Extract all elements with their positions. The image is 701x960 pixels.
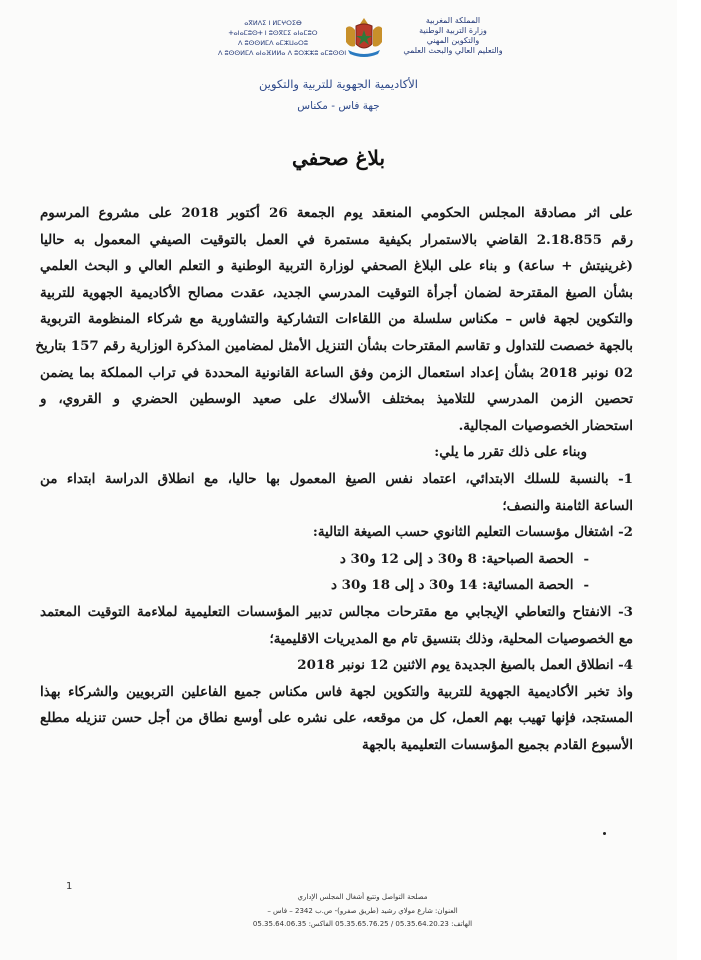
item-1-line-2: الساعة الثامنة والنصف؛ bbox=[502, 497, 633, 514]
item-3-line-2: مع الخصوصيات المحلية، وذلك بتنسيق تام مع المديريات الاقليمية؛ bbox=[269, 630, 633, 647]
item-1-line-1: 1- بالنسبة للسلك الابتدائي، اعتماد نفس الصيغ المعمول بها حاليا، مع انطلاق الدراسة ابتداء من bbox=[40, 470, 633, 487]
letterhead-right-line-2: وزارة التربية الوطنية bbox=[419, 26, 487, 35]
closing-line: الأسبوع القادم بجميع المؤسسات التعليمية بالجهة bbox=[362, 736, 633, 753]
document-body bbox=[35, 200, 634, 758]
item-4: 4- انطلاق العمل بالصيغ الجديدة يوم الاثنين 12 نونبر 2018 bbox=[297, 657, 633, 674]
item-2-sub-1: -الحصة الصباحية: 8 و30 د إلى 12 و30 د bbox=[339, 550, 589, 567]
moroccan-coat-of-arms-icon bbox=[338, 14, 390, 60]
closing-line: واذ تخبر الأكاديمية الجهوية للتربية والتكوين لجهة فاس مكناس جميع الفاعلين التربويين والشركاء بهذا bbox=[40, 683, 633, 700]
item-2-sub-2: -الحصة المسائية: 14 و30 د إلى 18 و30 د bbox=[331, 577, 589, 594]
letterhead-right-line-1: المملكة المغربية bbox=[425, 16, 481, 25]
letterhead-tifinagh-block bbox=[218, 18, 347, 58]
letterhead-right-line-4: والتعليم العالي والبحث العلمي bbox=[403, 46, 503, 55]
footer-service: مصلحة التواصل وتتبع أشغال المجلس الإداري bbox=[297, 893, 428, 901]
footer-contact: الهاتف: 05.35.64.20.23 / 05.35.65.76.25 الفاكس: 05.35.64.06.35 bbox=[252, 920, 473, 928]
academy-region: جهة فاس - مكناس bbox=[297, 100, 380, 112]
closing-line: المستجد، فإنها تهيب بهم العمل، كل من موقعه، على نشره على أوسع نطاق من أجل حسن تنزيله مطلع bbox=[40, 710, 633, 727]
document-title: بلاغ صحفي bbox=[291, 146, 386, 170]
body-line: (غرينيتش + ساعة) و بناء على البلاغ الصحفي لوزارة التربية الوطنية و التعلم العالي و البحث العلمي bbox=[40, 258, 633, 275]
letterhead-left-line-1: ⴰⴳⵍⴷⵉ ⵏ ⵍⵎⵖⵔⵉⴱ bbox=[244, 19, 302, 27]
body-line: بشأن الصيغ المقترحة لضمان أجرأة التوقيت المدرسي الجديد، عقدت مصالح الأكاديمية الجهوية للتربية bbox=[40, 284, 633, 301]
letterhead-left-line-4: ⴷ ⵓⵙⵙⵍⵎⴷ ⴰⵏⴰⴼⵍⵍⴰ ⴷ ⵓⵔⵣⵣⵓ ⴰⵎⵓⵙⵙⵏ bbox=[218, 49, 347, 57]
page-number: 1 bbox=[66, 881, 73, 892]
body-line: رقم 2.18.855 القاضي بالاستمرار بكيفية مستمرة في العمل بالتوقيت الصيفي المعمول به حاليا bbox=[40, 231, 633, 248]
body-line: والتكوين لجهة فاس – مكناس سلسلة من اللقاءات التشاركية والتشاورية مع شركاء المنظومة التربوية bbox=[40, 311, 633, 328]
item-3-line-1: 3- الانفتاح والتعاطي الإيجابي مع مقترحات مجالس تدبير المؤسسات التعليمية لملاءمة التوقيت المعتمد bbox=[40, 603, 633, 620]
academy-name: الأكاديمية الجهوية للتربية والتكوين bbox=[259, 77, 418, 91]
footer-address: العنوان: شارع مولاي رشيد (طريق صفرو)- ص.ب 2342 – فاس – bbox=[267, 907, 458, 915]
letterhead-right-line-3: والتكوين المهني bbox=[426, 36, 480, 45]
body-line: تحصين الزمن المدرسي للتلاميذ بمختلف الأسلاك على صعيد الوسطين الحضري و القروي، و bbox=[40, 391, 633, 408]
letterhead-left-line-2: ⵜⴰⵏⴰⵎⵓⵙⵜ ⵏ ⵓⵙⴳⵎⵉ ⴰⵏⴰⵎⵓⵔ bbox=[228, 29, 318, 37]
letterhead-arabic-block bbox=[398, 16, 508, 56]
body-line: على اثر مصادقة المجلس الحكومي المنعقد يوم الجمعة 26 أكتوبر 2018 على مشروع المرسوم bbox=[40, 205, 633, 221]
letterhead-left-line-3: ⴷ ⵓⵙⵙⵍⵎⴷ ⴰⵎⵣⵡⴰⵔⵓ bbox=[238, 39, 308, 47]
body-line: استحضار الخصوصيات المجالية. bbox=[458, 417, 633, 434]
decision-intro: وبناء على ذلك تقرر ما يلي: bbox=[434, 444, 587, 461]
body-line: بالجهة خصصت للتداول و تقاسم المقترحات بشأن التنزيل الأمثل لمضامين المذكرة الوزارية رقم 157 بتاريخ bbox=[35, 337, 633, 354]
item-2: 2- اشتغال مؤسسات التعليم الثانوي حسب الصيغة التالية: bbox=[312, 524, 633, 541]
stray-mark bbox=[603, 832, 606, 835]
body-line: 02 نونبر 2018 بشأن إعداد استعمال الزمن وفق الساعة القانونية المحددة في تراب المملكة بما يضمن bbox=[40, 364, 634, 381]
